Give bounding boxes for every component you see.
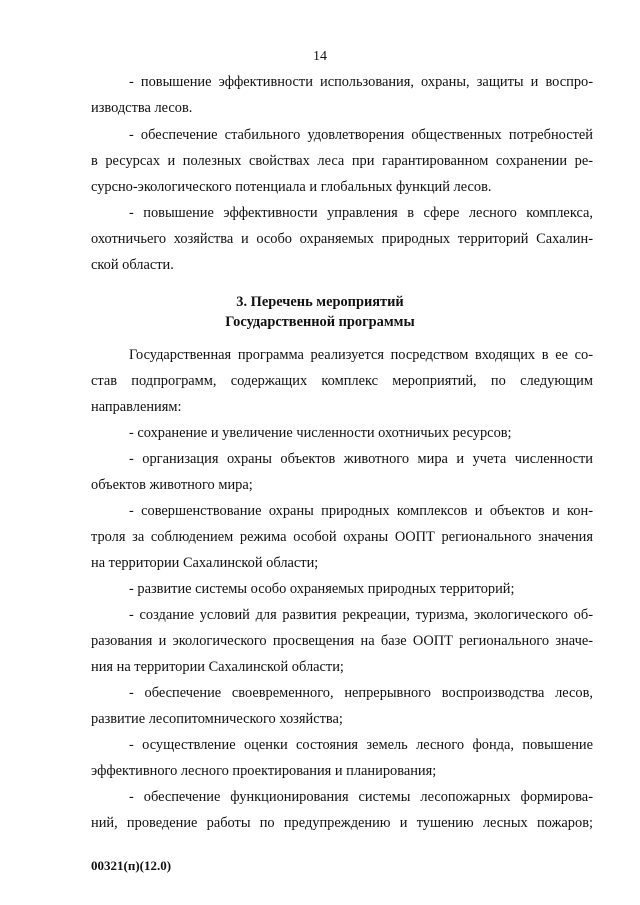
- paragraph-line: объектов животного мира;: [91, 477, 253, 493]
- list-item: - осуществление оценки состояния земель лесного фонда, повышение: [129, 737, 593, 753]
- paragraph-line: ния на территории Сахалинской области;: [91, 659, 344, 675]
- paragraph-line: разования и экологического просвещения на базе ООПТ регионального значе-: [91, 633, 593, 649]
- list-item: - создание условий для развития рекреации, туризма, экологического об-: [129, 607, 593, 623]
- paragraph-line: троля за соблюдением режима особой охраны ООПТ регионального значения: [91, 529, 593, 545]
- paragraph-line: на территории Сахалинской области;: [91, 555, 319, 571]
- paragraph-line: Государственная программа реализуется посредством входящих в ее со-: [129, 347, 593, 363]
- list-item: - совершенствование охраны природных комплексов и объектов и кон-: [129, 503, 593, 519]
- list-item: - организация охраны объектов животного мира и учета численности: [129, 451, 593, 467]
- paragraph-line: в ресурсах и полезных свойствах леса при гарантированном сохранении ре-: [91, 153, 593, 169]
- paragraph-line: став подпрограмм, содержащих комплекс мероприятий, по следующим: [91, 373, 593, 389]
- list-item: - развитие системы особо охраняемых природных территорий;: [129, 581, 515, 597]
- section-heading-line2: Государственной программы: [225, 314, 415, 330]
- paragraph-line: ской области.: [91, 257, 174, 273]
- paragraph-line: направлениям:: [91, 399, 182, 415]
- paragraph-line: - повышение эффективности использования, охраны, защиты и воспро-: [129, 74, 593, 90]
- page-number: 14: [313, 49, 327, 64]
- paragraph-line: ний, проведение работы по предупреждению и тушению лесных пожаров;: [91, 815, 593, 831]
- list-item: - обеспечение функционирования системы лесопожарных формирова-: [129, 789, 593, 805]
- paragraph-line: сурсно-экологического потенциала и глобальных функций лесов.: [91, 179, 492, 195]
- paragraph-line: - обеспечение стабильного удовлетворения общественных потребностей: [129, 127, 593, 143]
- document-code: 00321(п)(12.0): [91, 858, 172, 873]
- list-item: - сохранение и увеличение численности охотничьих ресурсов;: [129, 425, 512, 441]
- paragraph-line: - повышение эффективности управления в сфере лесного комплекса,: [129, 205, 593, 221]
- list-item: - обеспечение своевременного, непрерывного воспроизводства лесов,: [129, 685, 593, 701]
- paragraph-line: изводства лесов.: [91, 100, 193, 116]
- paragraph-line: охотничьего хозяйства и особо охраняемых природных территорий Сахалин-: [91, 231, 593, 247]
- section-heading-line1: 3. Перечень мероприятий: [236, 294, 404, 310]
- paragraph-line: развитие лесопитомнического хозяйства;: [91, 711, 343, 727]
- paragraph-line: эффективного лесного проектирования и планирования;: [91, 763, 437, 779]
